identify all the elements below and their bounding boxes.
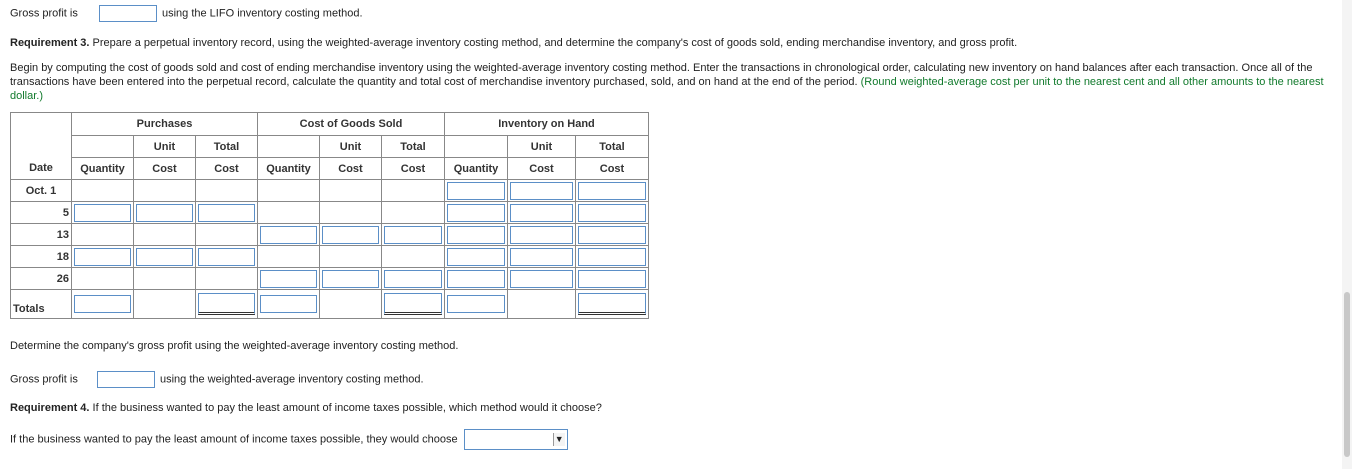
- empty-cell: [382, 180, 445, 202]
- table-row: [11, 268, 649, 290]
- empty-cell: [258, 180, 320, 202]
- requirement-3-label: Requirement 3.: [10, 37, 90, 49]
- onhand-total-cost-input[interactable]: [578, 248, 646, 266]
- perpetual-inventory-table: [10, 112, 649, 319]
- onhand-quantity-input[interactable]: [447, 182, 505, 200]
- header-cost: Cost: [320, 158, 382, 180]
- empty-cell: [72, 224, 134, 246]
- empty-cell: [72, 180, 134, 202]
- total-purchase-quantity-input[interactable]: [74, 295, 131, 313]
- row-date: 26: [11, 268, 72, 290]
- empty-cell: [196, 180, 258, 202]
- empty-cell: [320, 246, 382, 268]
- cogs-unit-cost-input[interactable]: [322, 226, 379, 244]
- onhand-unit-cost-input[interactable]: [510, 270, 573, 288]
- purchase-total-cost-input[interactable]: [198, 204, 255, 222]
- cogs-total-cost-input[interactable]: [384, 226, 442, 244]
- cogs-quantity-input[interactable]: [260, 226, 317, 244]
- onhand-total-cost-input[interactable]: [578, 226, 646, 244]
- purchase-unit-cost-input[interactable]: [136, 204, 193, 222]
- totals-row: [11, 290, 649, 319]
- instructions-paragraph: [10, 61, 1340, 103]
- vertical-scrollbar[interactable]: [1342, 0, 1352, 469]
- empty-cell: [134, 268, 196, 290]
- total-purchase-cost-input[interactable]: [198, 293, 255, 315]
- onhand-unit-cost-input[interactable]: [510, 182, 573, 200]
- cogs-quantity-input[interactable]: [260, 270, 317, 288]
- empty-cell: [320, 180, 382, 202]
- header-total: Total: [382, 136, 445, 158]
- row-date: 5: [11, 202, 72, 224]
- header-blank: [11, 136, 72, 158]
- empty-cell: [382, 246, 445, 268]
- header-quantity: Quantity: [258, 158, 320, 180]
- header-blank: [72, 136, 134, 158]
- onhand-quantity-input[interactable]: [447, 226, 505, 244]
- requirement-3-text: Prepare a perpetual inventory record, using the weighted-average inventory costing method, and determine the company's cost of goods sold, ending merchandise inventory, and gross profit.: [89, 37, 1018, 49]
- header-date: Date: [11, 158, 72, 180]
- header-inventory-on-hand: Inventory on Hand: [445, 113, 649, 136]
- wa-gross-profit-prefix: Gross profit is: [10, 373, 78, 386]
- total-cogs-quantity-input[interactable]: [260, 295, 317, 313]
- total-onhand-quantity-input[interactable]: [447, 295, 505, 313]
- row-date: 13: [11, 224, 72, 246]
- header-unit: Unit: [508, 136, 576, 158]
- header-cogs: Cost of Goods Sold: [258, 113, 445, 136]
- empty-cell: [134, 180, 196, 202]
- requirement-3: [10, 37, 1017, 49]
- requirement-4-answer-line: [10, 429, 568, 450]
- onhand-unit-cost-input[interactable]: [510, 248, 573, 266]
- requirement-4-label: Requirement 4.: [10, 402, 90, 414]
- header-blank: [445, 136, 508, 158]
- header-total: Total: [196, 136, 258, 158]
- empty-cell: [320, 202, 382, 224]
- onhand-unit-cost-input[interactable]: [510, 204, 573, 222]
- header-cost: Cost: [508, 158, 576, 180]
- onhand-quantity-input[interactable]: [447, 270, 505, 288]
- scrollbar-thumb[interactable]: [1344, 292, 1350, 457]
- header-quantity: Quantity: [445, 158, 508, 180]
- header-cost: Cost: [196, 158, 258, 180]
- purchase-unit-cost-input[interactable]: [136, 248, 193, 266]
- lifo-gross-profit-line: [10, 5, 363, 22]
- table-row: [11, 224, 649, 246]
- header-cost: Cost: [382, 158, 445, 180]
- cogs-unit-cost-input[interactable]: [322, 270, 379, 288]
- instructions-text: Begin by computing the cost of goods sold and cost of ending merchandise inventory using the weighted-average inventory costing method. Enter the transactions in chronological order, calculating new inventory on hand balances after each transaction. Once all of the transactions have been entered into the perpetual record, calculate the quantity and total cost of merchandise inventory purchased, sold, and on hand at the end of the period.: [10, 62, 1313, 88]
- lifo-gross-profit-input[interactable]: [99, 5, 157, 22]
- header-unit: Unit: [134, 136, 196, 158]
- table-row: [11, 180, 649, 202]
- gross-profit-question: Determine the company's gross profit using the weighted-average inventory costing method.: [10, 340, 459, 352]
- empty-cell: [196, 268, 258, 290]
- empty-cell: [196, 224, 258, 246]
- wa-gross-profit-input[interactable]: [97, 371, 155, 388]
- onhand-total-cost-input[interactable]: [578, 270, 646, 288]
- onhand-unit-cost-input[interactable]: [510, 226, 573, 244]
- onhand-quantity-input[interactable]: [447, 204, 505, 222]
- header-blank: [11, 113, 72, 136]
- cogs-total-cost-input[interactable]: [384, 270, 442, 288]
- lifo-gross-profit-prefix: Gross profit is: [10, 7, 78, 20]
- header-blank: [258, 136, 320, 158]
- onhand-quantity-input[interactable]: [447, 248, 505, 266]
- header-purchases: Purchases: [72, 113, 258, 136]
- row-date: Oct. 1: [11, 180, 72, 202]
- row-date: 18: [11, 246, 72, 268]
- empty-cell: [382, 202, 445, 224]
- header-unit: Unit: [320, 136, 382, 158]
- rounding-note: (Round weighted-average cost per unit to the nearest cent and all other amounts to the nearest dollar.): [10, 76, 1324, 102]
- total-cogs-cost-input[interactable]: [384, 293, 442, 315]
- empty-cell: [508, 290, 576, 319]
- purchase-quantity-input[interactable]: [74, 248, 131, 266]
- requirement-4: [10, 402, 602, 414]
- header-cost: Cost: [134, 158, 196, 180]
- method-select[interactable]: [464, 429, 568, 450]
- total-onhand-cost-input[interactable]: [578, 293, 646, 315]
- empty-cell: [320, 290, 382, 319]
- empty-cell: [258, 246, 320, 268]
- empty-cell: [134, 224, 196, 246]
- chevron-down-icon[interactable]: ▼: [553, 433, 565, 446]
- requirement-4-answer-prefix: If the business wanted to pay the least amount of income taxes possible, they would choose: [10, 433, 458, 446]
- onhand-total-cost-input[interactable]: [578, 204, 646, 222]
- onhand-total-cost-input[interactable]: [578, 182, 646, 200]
- table-row: [11, 202, 649, 224]
- purchase-quantity-input[interactable]: [74, 204, 131, 222]
- header-total: Total: [576, 136, 649, 158]
- totals-label: Totals: [11, 290, 72, 319]
- empty-cell: [134, 290, 196, 319]
- empty-cell: [258, 202, 320, 224]
- table-row: [11, 246, 649, 268]
- purchase-total-cost-input[interactable]: [198, 248, 255, 266]
- wa-gross-profit-suffix: using the weighted-average inventory costing method.: [159, 373, 424, 386]
- empty-cell: [72, 268, 134, 290]
- lifo-gross-profit-suffix: using the LIFO inventory costing method.: [161, 7, 363, 20]
- header-quantity: Quantity: [72, 158, 134, 180]
- header-cost: Cost: [576, 158, 649, 180]
- wa-gross-profit-line: [10, 371, 424, 388]
- requirement-4-text: If the business wanted to pay the least amount of income taxes possible, which method would it choose?: [89, 402, 602, 414]
